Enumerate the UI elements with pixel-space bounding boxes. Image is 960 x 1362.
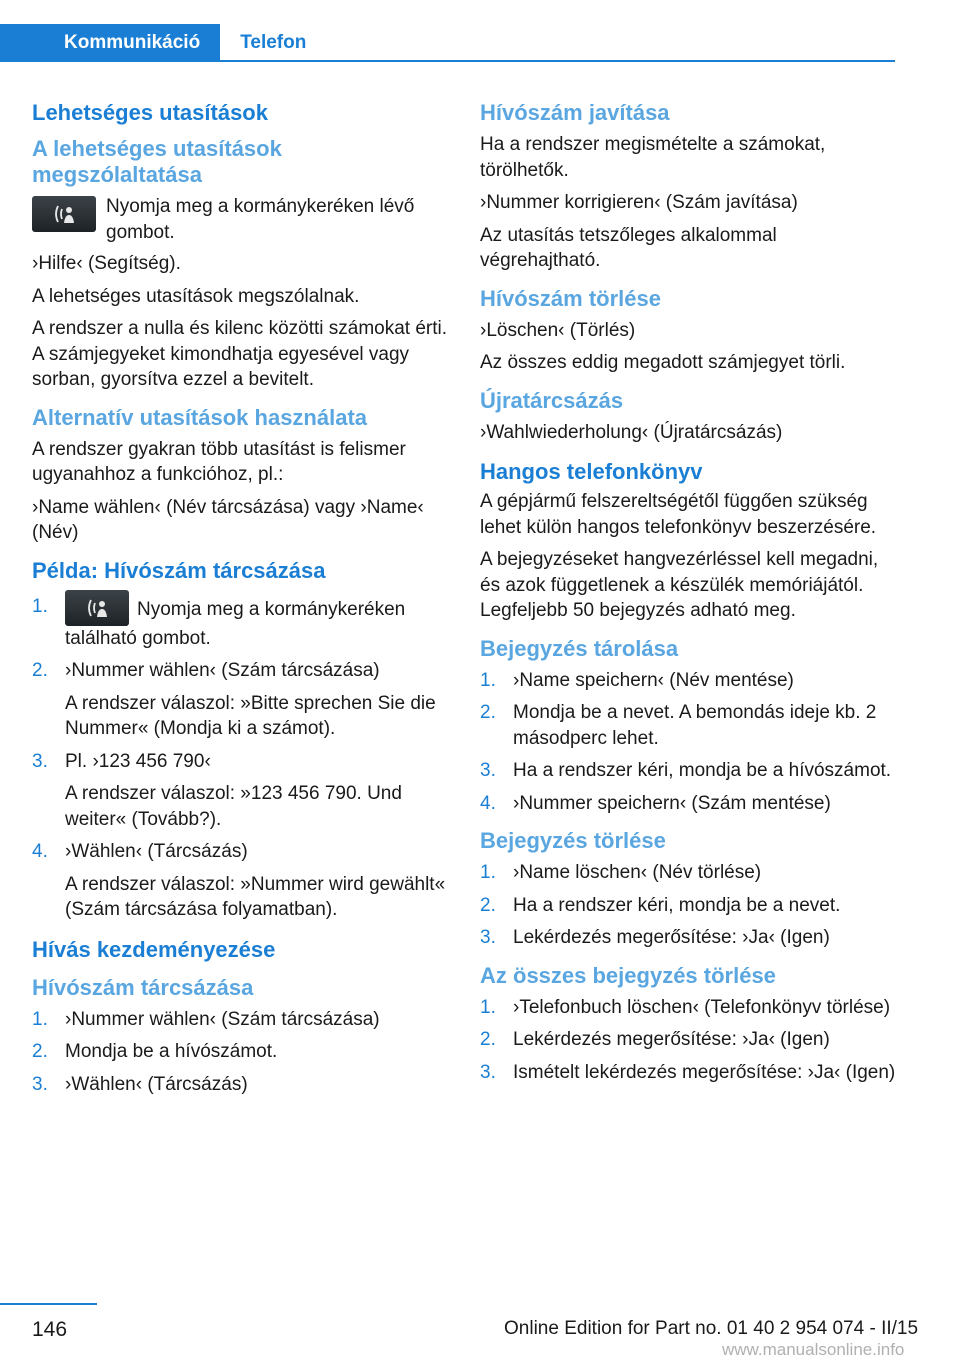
header-tabs: [0, 24, 326, 62]
list-item: 3. Ismételt lekérdezés megerősítése: ›Ja‹ (Igen): [480, 1061, 896, 1083]
heading-dial-number: Hívószám tárcsázása: [32, 974, 254, 1000]
watermark: www.manualsonline.info: [722, 1340, 905, 1359]
voice-command-button-icon: [32, 196, 96, 232]
heading-delete-entry: Bejegyzés törlése: [480, 828, 666, 853]
paragraph-correct-2: ›Nummer korrigieren‹ (Szám javítása): [480, 192, 798, 213]
list-item: 4. ›Nummer speichern‹ (Szám mentése): [480, 792, 831, 814]
example-steps-list: [32, 594, 452, 923]
list-item: 1. ›Nummer wählen‹ (Szám tárcsázása): [32, 1008, 380, 1030]
voice-button-instruction: [32, 194, 452, 245]
paragraph-commands-spoken: A lehetséges utasítások megszólalnak.: [32, 285, 360, 307]
paragraph-alt-1: A rendszer gyakran több utasítást is felismer ugyanahhoz a funkcióhoz, pl.:: [32, 438, 406, 485]
delete-all-steps-list: [480, 995, 900, 1086]
right-column: [480, 100, 900, 1093]
heading-speak-commands: A lehetséges utasítások megszólaltatása: [32, 136, 282, 187]
heading-initiate-call: Hívás kezdeményezése: [32, 936, 276, 962]
list-item: 2. Mondja be a hívószámot.: [32, 1041, 278, 1062]
paragraph-delete-2: Az összes eddig megadott számjegyet törli.: [480, 352, 846, 373]
list-item: 1. ›Name löschen‹ (Név törlése): [480, 862, 762, 883]
list-item: 3. ›Wählen‹ (Tárcsázás): [32, 1073, 248, 1095]
paragraph-correct-3: Az utasítás tetszőleges alkalommal végrehajtható.: [480, 224, 777, 271]
delete-steps-list: [480, 860, 900, 951]
edition-footer: Online Edition for Part no. 01 40 2 954 074 - II/15: [504, 1318, 919, 1339]
heading-delete-all: Az összes bejegyzés törlése: [480, 962, 776, 988]
list-item: 2. ›Nummer wählen‹ (Szám tárcsázása) A rendszer válaszol: »Bitte sprechen Sie die Nummer« (Mondja ki a számot).: [32, 660, 436, 739]
heading-example-dial: Példa: Hívószám tárcsázása: [32, 557, 326, 583]
dial-steps-list: [32, 1007, 452, 1098]
heading-voice-phonebook: Hangos telefonkönyv: [480, 459, 703, 484]
page-number: 146: [32, 1318, 68, 1341]
list-item: 3. Ha a rendszer kéri, mondja be a hívószámot.: [480, 760, 892, 781]
list-item: 1. ›Telefonbuch löschen‹ (Telefonkönyv törlése): [480, 996, 891, 1018]
list-item: 2. Mondja be a nevet. A bemondás ideje kb. 2 másodperc lehet.: [480, 702, 877, 749]
page-number-divider: [0, 1303, 97, 1305]
list-item: 2. Lekérdezés megerősítése: ›Ja‹ (Igen): [480, 1029, 830, 1050]
list-item: 1. Nyomja meg a kormánykeréken található gombot.: [32, 594, 452, 652]
list-item: 2. Ha a rendszer kéri, mondja be a nevet.: [480, 894, 841, 916]
list-item: 4. ›Wählen‹ (Tárcsázás) A rendszer válaszol: »Nummer wird gewählt« (Szám tárcsázása folyamatban).: [32, 841, 446, 920]
header-divider: [0, 60, 895, 62]
tab-telefon[interactable]: Telefon: [240, 32, 307, 53]
heading-alternative-commands: Alternatív utasítások használata: [32, 404, 368, 430]
list-item: 1. ›Name speichern‹ (Név mentése): [480, 669, 794, 691]
paragraph-hilfe: ›Hilfe‹ (Segítség).: [32, 253, 181, 274]
paragraph-numbers: A rendszer a nulla és kilenc közötti számokat érti. A számjegyeket kimondhatja egyesével vagy sorban, gyorsítva ezzel a bevitelt.: [32, 318, 448, 390]
heading-correct-number: Hívószám javítása: [480, 100, 670, 125]
paragraph-phonebook-1: A gépjármű felszereltségétől függően szükség lehet külön hangos telefonkönyv beszerzésére.: [480, 491, 877, 538]
voice-command-button-icon: [65, 590, 129, 626]
tab-kommunikacio[interactable]: Kommunikáció: [0, 24, 220, 62]
heading-delete-number: Hívószám törlése: [480, 285, 661, 311]
heading-store-entry: Bejegyzés tárolása: [480, 635, 679, 661]
list-item: 3. Pl. ›123 456 790‹ A rendszer válaszol: »123 456 790. Und weiter« (Tovább?).: [32, 750, 402, 830]
heading-possible-commands: Lehetséges utasítások: [32, 100, 268, 125]
left-column: [32, 100, 452, 1105]
list-item: 3. Lekérdezés megerősítése: ›Ja‹ (Igen): [480, 927, 830, 948]
voice-button-text: Nyomja meg a kormánykeréken lévő gombot.: [106, 196, 415, 243]
paragraph-delete-1: ›Löschen‹ (Törlés): [480, 319, 636, 341]
paragraph-alt-2: ›Name wählen‹ (Név tárcsázása) vagy ›Name‹ (Név): [32, 496, 424, 543]
paragraph-correct-1: Ha a rendszer megismételte a számokat, törölhetők.: [480, 134, 826, 181]
heading-redial: Újratárcsázás: [480, 387, 624, 413]
store-steps-list: [480, 668, 900, 817]
paragraph-redial: ›Wahlwiederholung‹ (Újratárcsázás): [480, 421, 783, 443]
paragraph-phonebook-2: A bejegyzéseket hangvezérléssel kell megadni, és azok függetlenek a készülék memóriájától. Legfeljebb 50 bejegyzés adható meg.: [480, 549, 879, 621]
